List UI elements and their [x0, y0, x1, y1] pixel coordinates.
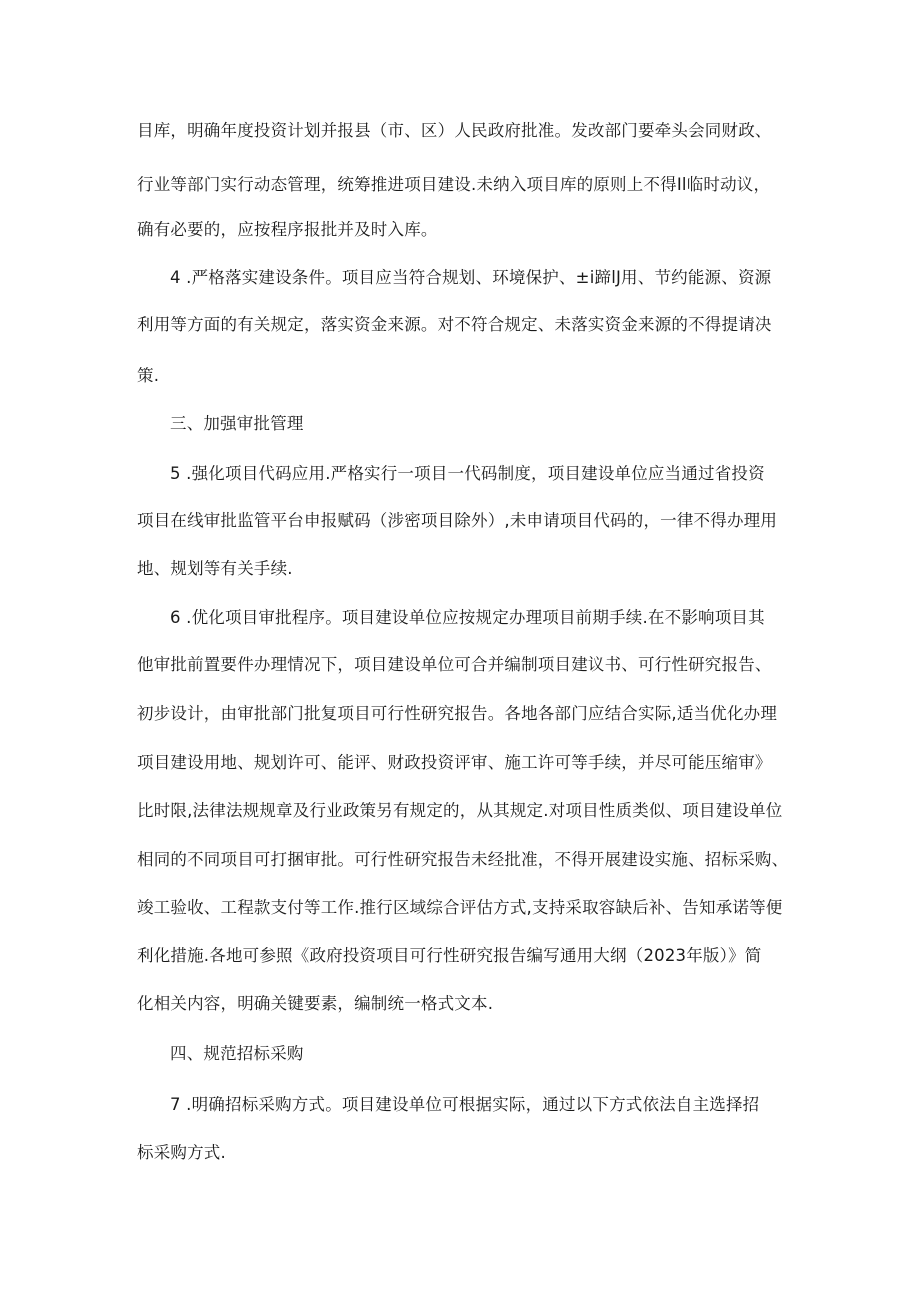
section-heading-3: 三、加强审批管理: [170, 414, 304, 433]
paragraph-4-start: 4 .严格落实建设条件。项目应当符合规划、环境保护、±i蹄lJ用、节约能源、资源: [170, 268, 772, 287]
text-line: 利用等方面的有关规定，落实资金来源。对不符合规定、未落实资金来源的不得提请决: [137, 315, 772, 334]
paragraph-7-start: 7 .明确招标采购方式。项目建设单位可根据实际，通过以下方式依法自主选择招: [170, 1095, 760, 1114]
text-line: 标采购方式.: [137, 1143, 226, 1162]
text-line: 目库，明确年度投资计划并报县（市、区）人民政府批准。发改部门要牵头会同财政、: [137, 121, 772, 140]
text-line: 确有必要的，应按程序报批并及时入库。: [137, 220, 438, 239]
paragraph-6-start: 6 .优化项目审批程序。项目建设单位应按规定办理项目前期手续.在不影响项目其: [170, 608, 765, 627]
text-line: 竣工验收、工程款支付等工作.推行区域综合评估方式,支持采取容缺后补、告知承诺等便: [137, 898, 783, 917]
text-line: 行业等部门实行动态管理，统筹推进项目建设.未纳入项目库的原则上不得Il临时动议，: [137, 175, 771, 194]
text-line: 项目在线审批监管平台申报赋码（涉密项目除外）,未申请项目代码的，一律不得办理用: [137, 511, 778, 530]
text-line: 他审批前置要件办理情况下，项目建设单位可合并编制项目建议书、可行性研究报告、: [137, 655, 772, 674]
section-heading-4: 四、规范招标采购: [170, 1044, 304, 1063]
text-line: 项目建设用地、规划许可、能评、财政投资评审、施工许可等手续，并尽可能压缩审》: [137, 753, 772, 772]
text-line: 初步设计，由审批部门批复项目可行性研究报告。各地各部门应结合实际,适当优化办理: [137, 704, 778, 723]
text-line: 化相关内容，明确关键要素，编制统一格式文本.: [137, 994, 494, 1013]
text-line: 利化措施.各地可参照《政府投资项目可行性研究报告编写通用大纲（2023年版）》简: [137, 946, 762, 965]
text-line: 比时限,法律法规规章及行业政策另有规定的，从其规定.对项目性质类似、项目建设单位: [137, 801, 783, 820]
text-line: 策.: [137, 366, 160, 385]
paragraph-5-start: 5 .强化项目代码应用.严格实行一项目一代码制度，项目建设单位应当通过省投资: [170, 464, 765, 483]
text-line: 相同的不同项目可打捆审批。可行性研究报告未经批准，不得开展建设实施、招标采购、: [137, 850, 789, 869]
text-line: 地、规划等有关手续.: [137, 559, 293, 578]
